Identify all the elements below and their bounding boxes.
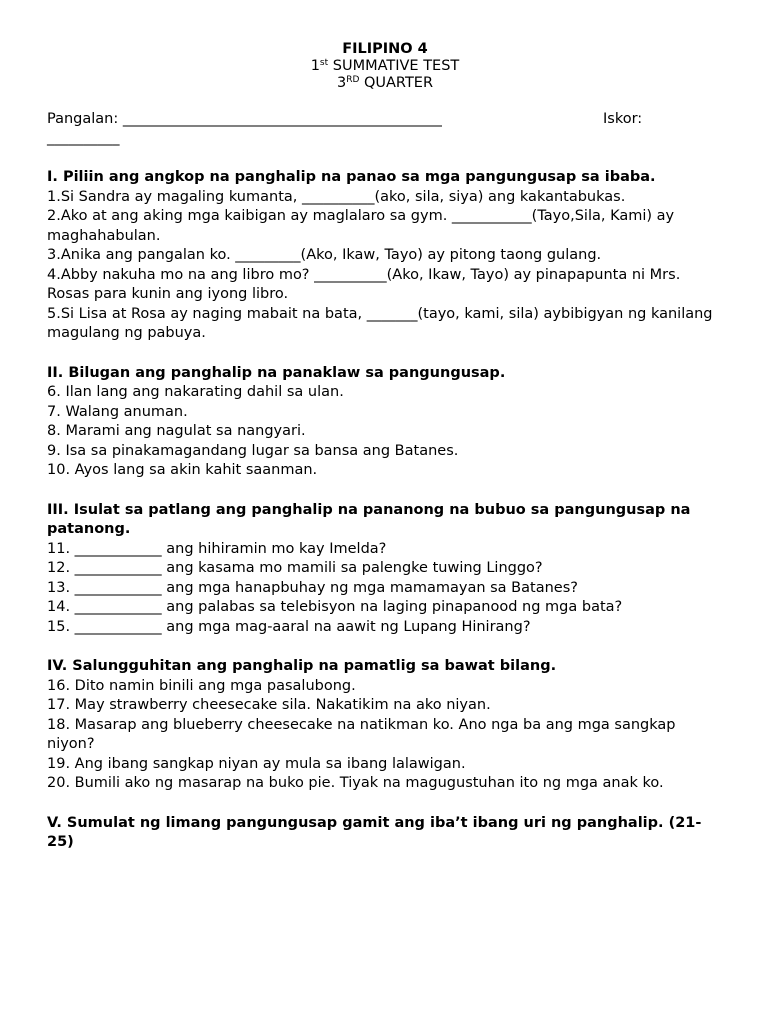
question-item: 15. ____________ ang mga mag-aaral na aawit ng Lupang Hinirang? [47,618,531,635]
name-field-label: Pangalan: ____________________________________________ [47,111,442,127]
question-item: 3.Anika ang pangalan ko. _________(Ako, Ikaw, Tayo) ay pitong taong gulang. [47,247,602,263]
question-item: 19. Ang ibang sangkap niyan ay mula sa ibang lalawigan. [47,755,466,772]
test-name: SUMMATIVE TEST [328,58,460,74]
question-item: 7. Walang anuman. [47,403,188,420]
test-number: 1 [310,58,320,74]
test-section [47,501,723,638]
question-item: 13. ____________ ang mga hanapbuhay ng mga mamamayan sa Batanes? [47,579,578,596]
question-item: 5.Si Lisa at Rosa ay naging mabait na bata, _______(tayo, kami, sila) aybibigyan ng kanilang magulang ng pabuya. [47,305,713,341]
question-item: 12. ____________ ang kasama mo mamili sa palengke tuwing Linggo? [47,560,543,576]
question-item: 6. Ilan lang ang nakarating dahil sa ulan. [47,384,344,400]
question-item: 14. ____________ ang palabas sa telebisyon na laging pinapanood ng mga bata? [47,599,623,615]
worksheet-page [47,41,723,853]
question-item: 11. ____________ ang hihiramin mo kay Imelda? [47,540,387,557]
question-item: 2.Ako at ang aking mga kaibigan ay maglalaro sa gym. ___________(Tayo,Sila, Kami) ay maghahabulan. [47,208,675,244]
document-title: FILIPINO 4 [342,41,428,57]
section-heading: III. Isulat sa patlang ang panghalip na pananong na bubuo sa pangungusap na patanong. [47,501,691,537]
question-item: 10. Ayos lang sa akin kahit saanman. [47,462,318,478]
question-item: 1.Si Sandra ay magaling kumanta, __________(ako, sila, siya) ang kakantabukas. [47,188,626,205]
question-item: 9. Isa sa pinakamagandang lugar sa bansa ang Batanes. [47,442,459,459]
section-heading: II. Bilugan ang panghalip na panaklaw sa pangungusap. [47,364,506,381]
test-section [47,657,723,794]
quarter-name: QUARTER [359,75,434,91]
question-item: 18. Masarap ang blueberry cheesecake na natikman ko. Ano nga ba ang mga sangkap niyon? [47,716,676,752]
section-heading: IV. Salungguhitan ang panghalip na pamatlig sa bawat bilang. [47,658,557,674]
quarter-label [47,75,723,92]
quarter-number: 3 [336,75,347,91]
test-sections [47,168,723,853]
test-number-suffix: st [319,58,329,68]
test-section [47,168,723,344]
quarter-number-suffix: RD [346,75,360,85]
test-label [47,58,723,75]
score-field-label: Iskor: [603,111,643,127]
question-item: 17. May strawberry cheesecake sila. Nakatikim na ako niyan. [47,697,491,713]
section-heading: V. Sumulat ng limang pangungusap gamit ang iba’t ibang uri ng panghalip. (21-25) [47,814,702,850]
question-item: 20. Bumili ako ng masarap na buko pie. Tiyak na magugustuhan ito ng mga anak ko. [47,775,664,791]
score-blank-line: __________ [47,130,120,146]
question-item: 4.Abby nakuha mo na ang libro mo? __________(Ako, Ikaw, Tayo) ay pinapapunta ni Mrs. Rosas para kunin ang iyong libro. [47,266,681,302]
student-info-row [47,110,723,129]
section-heading: I. Piliin ang angkop na panghalip na panao sa mga pangungusap sa ibaba. [47,169,656,185]
question-item: 8. Marami ang nagulat sa nangyari. [47,423,306,439]
question-item: 16. Dito namin binili ang mga pasalubong. [47,677,356,694]
document-header [47,41,723,92]
test-section [47,364,723,481]
test-section [47,814,723,853]
